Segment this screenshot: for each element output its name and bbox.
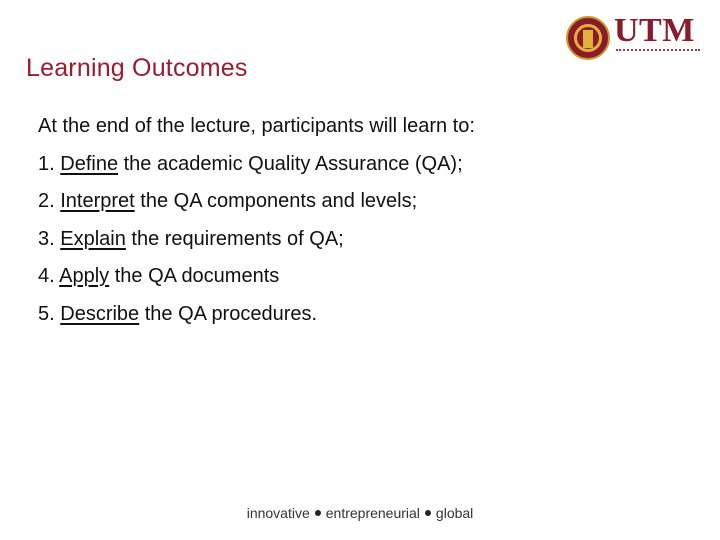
logo-tagline-mark <box>616 49 700 55</box>
learning-outcomes-list <box>38 108 475 333</box>
item-number: 4. <box>38 265 55 287</box>
footer-tagline <box>0 505 720 521</box>
list-item <box>38 258 475 296</box>
bullet-dot-icon <box>425 510 431 516</box>
item-text: the QA components and levels; <box>134 190 418 212</box>
item-verb: Define <box>60 152 119 175</box>
intro-text: At the end of the lecture, participants will learn to: <box>38 115 475 137</box>
tagline-word: global <box>435 505 474 521</box>
university-logo <box>566 14 702 62</box>
item-number: 5. <box>38 302 55 325</box>
list-item <box>38 146 475 184</box>
item-text: the QA documents <box>109 265 280 287</box>
item-verb: Apply <box>59 265 110 287</box>
slide-title: Learning Outcomes <box>26 54 248 82</box>
item-text: the requirements of QA; <box>125 227 344 250</box>
list-item <box>38 221 475 259</box>
item-text: the academic Quality Assurance (QA); <box>118 152 463 175</box>
tagline-word: entrepreneurial <box>325 505 420 521</box>
item-text: the QA procedures. <box>139 302 318 325</box>
item-number: 1. <box>38 152 55 175</box>
item-verb: Explain <box>60 227 126 250</box>
item-number: 3. <box>38 227 55 250</box>
logo-text: UTM <box>614 12 695 49</box>
item-verb: Interpret <box>60 190 135 212</box>
crest-icon <box>566 16 610 60</box>
list-item <box>38 183 475 221</box>
bullet-dot-icon <box>315 510 321 516</box>
list-item <box>38 296 475 334</box>
item-number: 2. <box>38 190 55 212</box>
tagline-word: innovative <box>246 505 310 521</box>
item-verb: Describe <box>60 302 140 325</box>
